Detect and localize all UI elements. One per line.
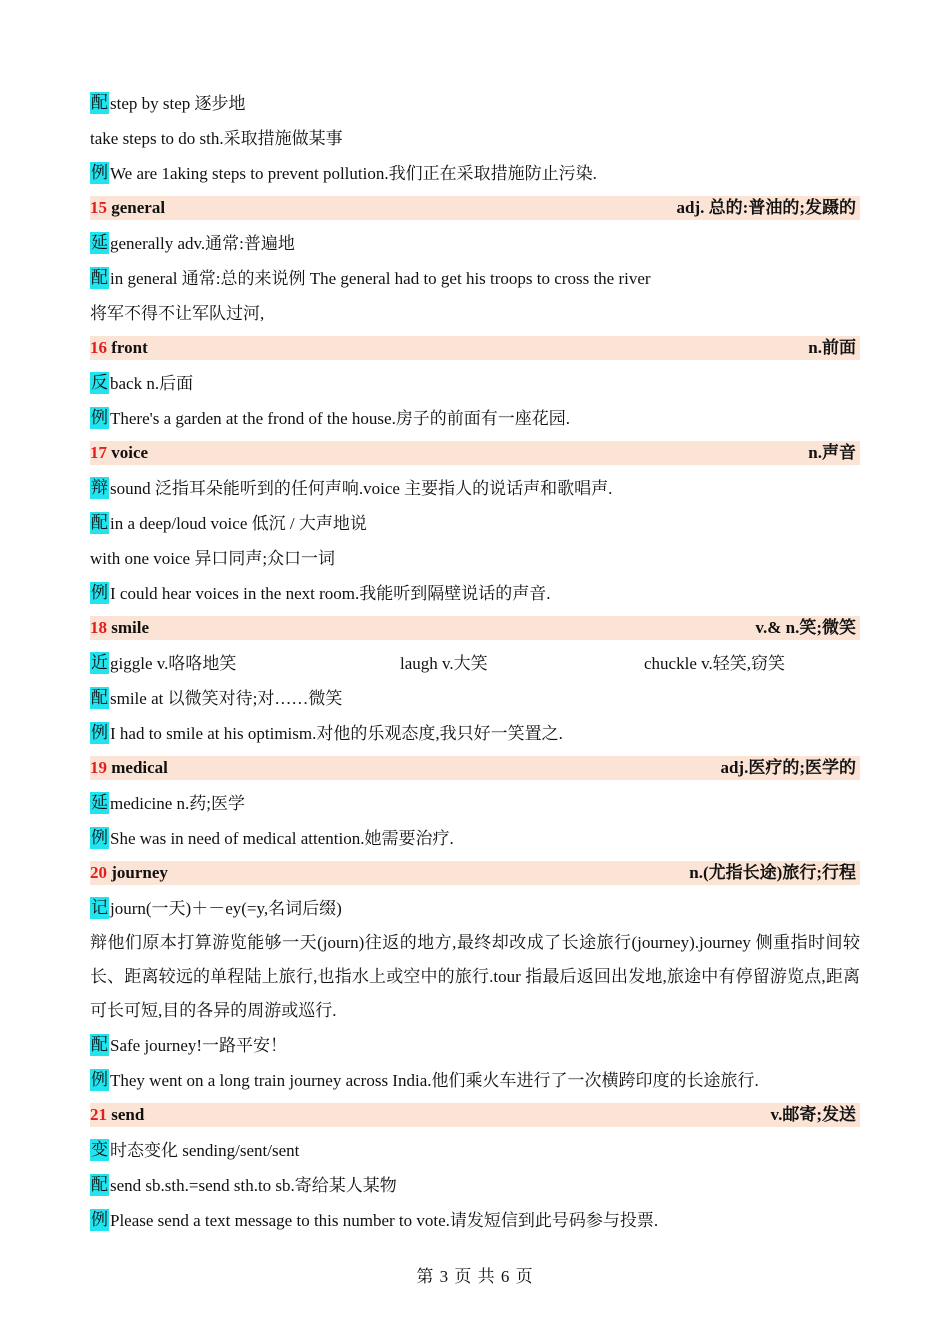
tag-derivative: 延: [91, 793, 108, 812]
entry-header-front: [90, 336, 860, 360]
synonym-col-1: [90, 646, 400, 681]
line-text: She was in need of medical attention.她需要治疗.: [110, 829, 454, 848]
entry-word: front: [111, 338, 148, 357]
collocation-line: [90, 506, 860, 541]
antonym-line: [90, 366, 860, 401]
tag-example: 例: [91, 1210, 108, 1229]
entry-number: 15: [90, 198, 107, 217]
line-text: smile at 以微笑对待;对……微笑: [110, 689, 343, 708]
tag-example: 例: [91, 828, 108, 847]
inflection-line: [90, 1133, 860, 1168]
entry-header-smile: [90, 616, 860, 640]
tag-example: 例: [91, 1070, 108, 1089]
entry-header-voice: [90, 441, 860, 465]
line-text: journ(一天)＋－ey(=y,名词后缀): [110, 899, 342, 918]
distinction-paragraph: 辩他们原本打算游览能够一天(journ)往返的地方,最终却改成了长途旅行(journey).journey 侧重指时间较长、距离较远的单程陆上旅行,也指水上或空中的旅行.tour 指最后返回出发地,旅途中有停留游览点,距离可长可短,目的各异的周游或巡行.: [90, 933, 860, 1020]
collocation-line: [90, 681, 860, 716]
line-text: 时态变化 sending/sent/sent: [110, 1141, 300, 1160]
tag-distinction: 辩: [91, 478, 108, 497]
collocation-line: [90, 121, 860, 156]
entry-word: general: [111, 198, 166, 217]
synonym-line: [90, 646, 860, 681]
line-text: back n.后面: [110, 374, 194, 393]
collocation-line: [90, 1168, 860, 1203]
line-text: Safe journey!一路平安！: [110, 1036, 288, 1055]
entry-word: voice: [111, 443, 149, 462]
example-line: [90, 1063, 860, 1098]
example-line: [90, 576, 860, 611]
tag-antonym: 反: [91, 373, 108, 392]
entry-header-medical: [90, 756, 860, 780]
entry-pos: adj. 总的:普油的;发蹑的: [676, 198, 856, 217]
entry-pos: n.(尤指长途)旅行;行程: [689, 863, 856, 882]
line-text: in general 通常:总的来说例 The general had to get his troops to cross the river: [110, 269, 651, 288]
entry-word: send: [111, 1105, 145, 1124]
line-text: generally adv.通常:普遍地: [110, 234, 295, 253]
synonym-col-3: chuckle v.轻笑,窃笑: [644, 654, 786, 673]
entry-number: 17: [90, 443, 107, 462]
tag-collocation: 配: [91, 688, 108, 707]
example-line: [90, 821, 860, 856]
tag-derivative: 延: [91, 233, 108, 252]
tag-example: 例: [91, 408, 108, 427]
synonym-text: giggle v.咯咯地笑: [110, 654, 237, 673]
tag-collocation: 配: [91, 93, 108, 112]
entry-title: [90, 441, 148, 465]
collocation-line: [90, 1028, 860, 1063]
line-text: Please send a text message to this number to vote.请发短信到此号码参与投票.: [110, 1211, 659, 1230]
entry-pos: adj.医疗的;医学的: [720, 758, 856, 777]
line-text: with one voice 异口同声;众口一词: [90, 549, 336, 568]
entry-number: 18: [90, 618, 107, 637]
line-text: I could hear voices in the next room.我能听到隔壁说话的声音.: [110, 584, 551, 603]
entry-title: [90, 861, 168, 885]
entry-pos: n.前面: [808, 338, 856, 357]
collocation-line: [90, 541, 860, 576]
entry-header-journey: [90, 861, 860, 885]
example-line: [90, 401, 860, 436]
translation-line: [90, 296, 860, 331]
derivative-line: [90, 226, 860, 261]
entry-title: [90, 756, 168, 780]
collocation-line: [90, 86, 860, 121]
entry-pos: n.声音: [808, 443, 856, 462]
tag-example: 例: [91, 163, 108, 182]
entry-title: [90, 336, 148, 360]
entry-header-send: [90, 1103, 860, 1127]
line-text: sound 泛指耳朵能听到的任何声响.voice 主要指人的说话声和歌唱声.: [110, 479, 613, 498]
entry-number: 19: [90, 758, 107, 777]
entry-word: smile: [111, 618, 150, 637]
line-text: I had to smile at his optimism.对他的乐观态度,我只好一笑置之.: [110, 724, 563, 743]
entry-header-general: [90, 196, 860, 220]
line-text: send sb.sth.=send sth.to sb.寄给某人某物: [110, 1176, 397, 1195]
entry-number: 21: [90, 1105, 107, 1124]
tag-collocation: 配: [91, 268, 108, 287]
derivative-line: [90, 786, 860, 821]
tag-inflection: 变: [91, 1140, 108, 1159]
example-line: [90, 716, 860, 751]
entry-number: 20: [90, 863, 107, 882]
entry-title: [90, 196, 165, 220]
document-page: [90, 86, 860, 1238]
entry-pos: v.& n.笑;微笑: [755, 618, 856, 637]
line-text: We are 1aking steps to prevent pollution.我们正在采取措施防止污染.: [110, 164, 597, 183]
memory-line: [90, 891, 860, 926]
tag-example: 例: [91, 723, 108, 742]
line-text: step by step 逐步地: [110, 94, 246, 113]
line-text: 将军不得不让军队过河,: [90, 304, 265, 323]
line-text: in a deep/loud voice 低沉 / 大声地说: [110, 514, 367, 533]
entry-pos: v.邮寄;发送: [770, 1105, 856, 1124]
entry-number: 16: [90, 338, 107, 357]
tag-synonym: 近: [91, 653, 108, 672]
collocation-line: [90, 261, 860, 296]
line-text: There's a garden at the frond of the house.房子的前面有一座花园.: [110, 409, 571, 428]
example-line: [90, 1203, 860, 1238]
line-text: They went on a long train journey across India.他们乘火车进行了一次横跨印度的长途旅行.: [110, 1071, 759, 1090]
page-footer: 第 3 页 共 6 页: [416, 1267, 534, 1286]
line-text: medicine n.药;医学: [110, 794, 246, 813]
line-text: take steps to do sth.采取措施做某事: [90, 129, 343, 148]
entry-title: [90, 1103, 144, 1127]
distinction-line: [90, 471, 860, 506]
example-line: [90, 156, 860, 191]
tag-memory: 记: [91, 898, 108, 917]
entry-word: medical: [111, 758, 168, 777]
synonym-col-2: laugh v.大笑: [400, 654, 488, 673]
tag-collocation: 配: [91, 1035, 108, 1054]
tag-collocation: 配: [91, 513, 108, 532]
tag-example: 例: [91, 583, 108, 602]
entry-title: [90, 616, 149, 640]
entry-word: journey: [111, 863, 168, 882]
tag-collocation: 配: [91, 1175, 108, 1194]
